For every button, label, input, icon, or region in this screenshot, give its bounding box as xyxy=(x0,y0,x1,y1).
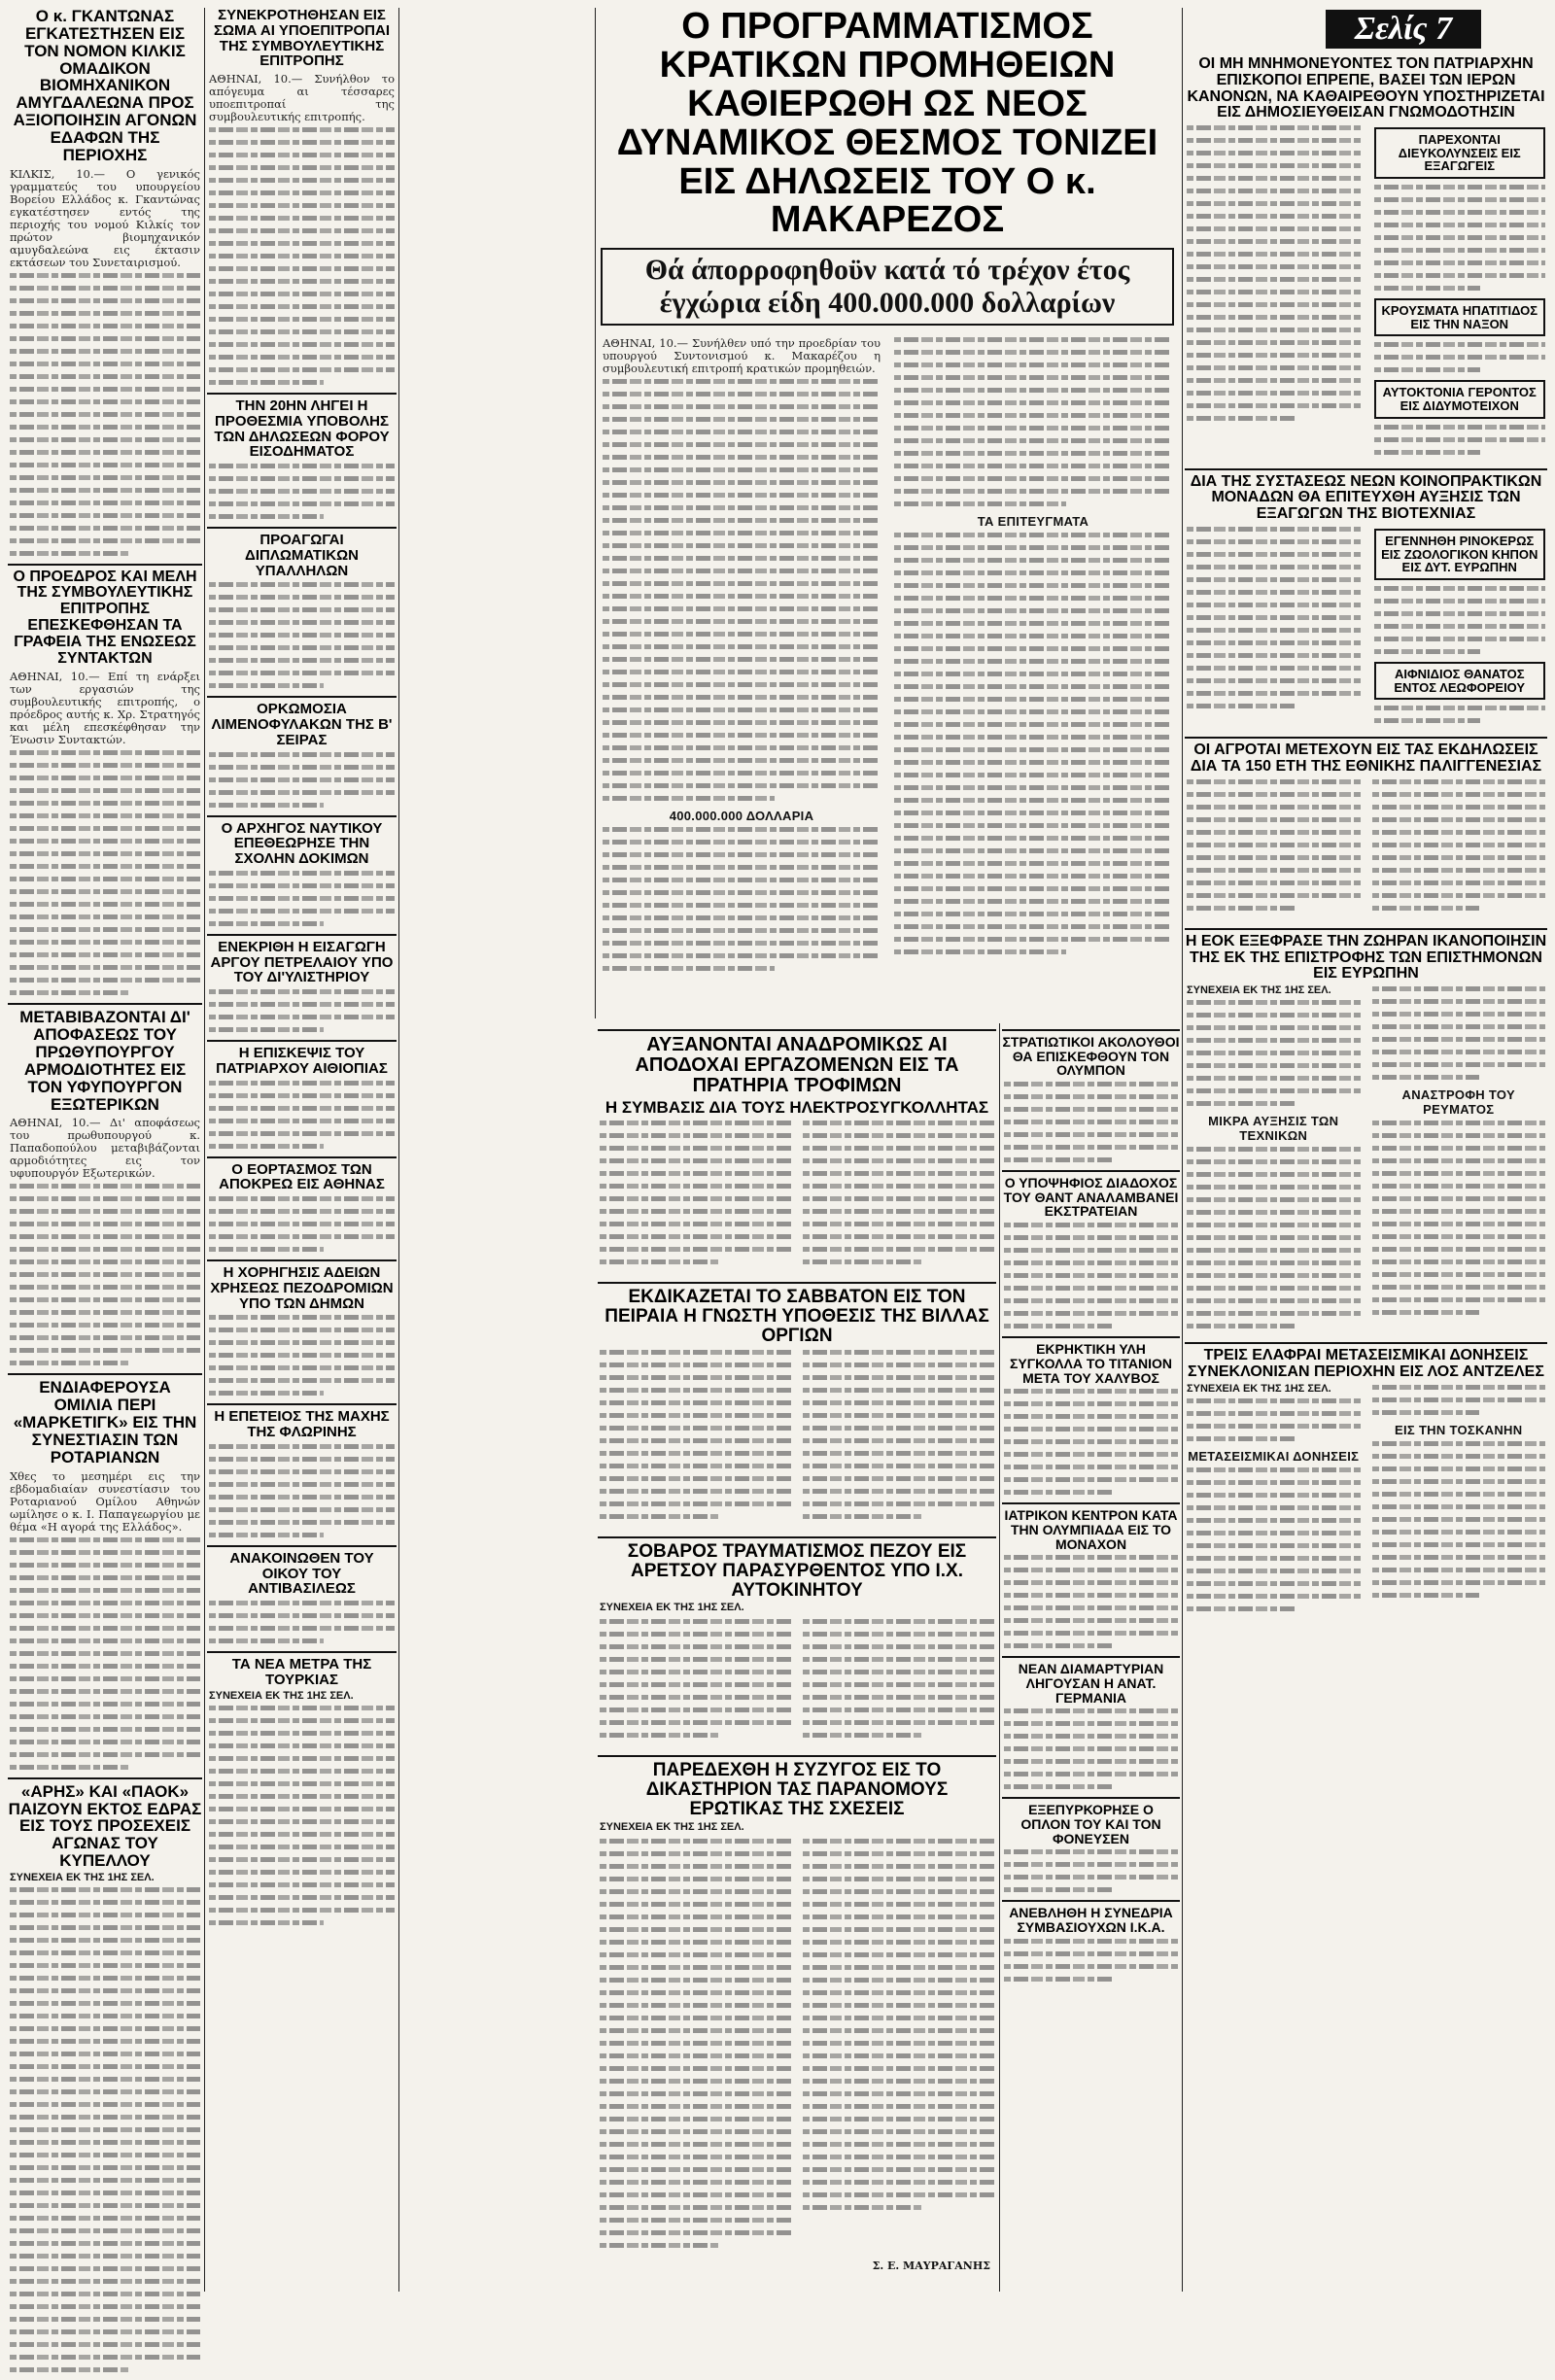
article-body xyxy=(1004,1849,1178,1892)
article-body xyxy=(10,1537,200,1770)
continuation-label: ΣΥΝΕΧΕΙΑ ΕΚ ΤΗΣ 1ΗΣ ΣΕΛ. xyxy=(209,1689,354,1702)
article-body xyxy=(1004,1939,1178,1982)
article-body xyxy=(10,1184,200,1365)
article-body xyxy=(209,1706,395,1925)
article-body xyxy=(209,1601,395,1643)
headline-enosis-syntakton: Ο ΠΡΟΕΔΡΟΣ ΚΑΙ ΜΕΛΗ ΤΗΣ ΣΥΜΒΟΥΛΕΥΤΙΚΗΣ ΕΠΙΤΡΟΠΗΣ ΕΠΕΣΚΕΦΘΗΣΑΝ ΤΑ ΓΡΑΦΕΙΑ ΤΗΣ ΕΝΩΣΕΩΣ ΣΥΝΤΑΚΤΩΝ xyxy=(13,568,197,667)
article-body xyxy=(1372,1441,1546,1598)
headline-florina: Η ΕΠΕΤΕΙΟΣ ΤΗΣ ΜΑΧΗΣ ΤΗΣ ΦΛΩΡΙΝΗΣ xyxy=(214,1408,390,1440)
newspaper-page xyxy=(8,8,1547,2292)
article-body xyxy=(603,827,881,971)
subhead-anastrofi: ΑΝΑΣΤΡΟΦΗ ΤΟΥ ΡΕΥΜΑΤΟΣ xyxy=(1401,1087,1515,1118)
article-text: ΑΘΗΝΑΙ, 10.— Επί τη ενάρξει των εργασιών της συμβουλευτικής επιτροπής, ο πρόεδρος αυτής κ. Χρ. Στρατηγός και μέλη επεσκέφθησαν την Ένωσιν Συντακτών. xyxy=(10,670,200,747)
article-body xyxy=(209,1444,395,1537)
continuation-label: ΣΥΝΕΧΕΙΑ ΕΚ ΤΗΣ 1ΗΣ ΣΕΛ. xyxy=(600,1821,744,1834)
article-body xyxy=(209,127,395,385)
column-5 xyxy=(1002,1023,1180,1989)
article-body xyxy=(209,871,395,926)
article-body xyxy=(1004,1389,1178,1495)
article-body xyxy=(803,1121,994,1272)
main-headline: Ο ΠΡΟΓΡΑΜΜΑΤΙΣΜΟΣ ΚΡΑΤΙΚΩΝ ΠΡΟΜΗΘΕΙΩΝ ΚΑΘΙΕΡΩΘΗ ΩΣ ΝΕΟΣ ΔΥΝΑΜΙΚΟΣ ΘΕΣΜΟΣ ΤΟΝΙΖΕΙ ΕΙΣ ΔΗΛΩΣΕΙΣ ΤΟΥ Ο κ. ΜΑΚΑΡΕΖΟΣ xyxy=(616,6,1158,241)
continuation-label: ΣΥΝΕΧΕΙΑ ΕΚ ΤΗΣ 1ΗΣ ΣΕΛ. xyxy=(1187,1382,1331,1395)
article-body xyxy=(1374,706,1546,723)
column-2 xyxy=(207,8,397,1933)
continuation-label: ΣΥΝΕΧΕΙΑ ΕΚ ΤΗΣ 1ΗΣ ΣΕΛ. xyxy=(1187,984,1331,997)
article-body xyxy=(209,1196,395,1252)
article-body xyxy=(209,752,395,808)
article-text: ΑΘΗΝΑΙ, 10.— Δι' αποφάσεως του πρωθυπουργού κ. Παπαδοπούλου μεταβιβάζονται αρμοδιότητες εις τον υφυπουργόν Εξωτερικών. xyxy=(10,1116,200,1181)
article-body xyxy=(894,533,1172,954)
byline: Σ. Ε. ΜΑΥΡΑΓΑΝΗΣ xyxy=(872,2259,990,2273)
article-body xyxy=(1372,779,1546,918)
article-text: Χθες το μεσημέρι εις την εβδομαδιαίαν συνεστίασιν του Ροταριανού Ομίλου Αθηνών ωμίλησε ο κ. Ι. Παπαγεωργίου με θέμα «Η αγορά της Ελλάδος». xyxy=(10,1468,200,1534)
headline-viotechnia: ΔΙΑ ΤΗΣ ΣΥΣΤΑΣΕΩΣ ΝΕΩΝ ΚΟΙΝΟΠΡΑΚΤΙΚΩΝ ΜΟΝΑΔΩΝ ΘΑ ΕΠΙΤΕΥΧΘΗ ΑΥΞΗΣΙΣ ΤΩΝ ΕΞΑΓΩΓΩΝ ΤΗΣ ΒΙΟΤΕΧΝΙΑΣ xyxy=(1190,472,1542,523)
subhead-toskani: ΕΙΣ ΤΗΝ ΤΟΣΚΑΝΗΝ xyxy=(1395,1422,1523,1437)
article-body xyxy=(209,464,395,519)
article-body xyxy=(600,1350,791,1527)
headline-marketing: ΕΝΔΙΑΦΕΡΟΥΣΑ ΟΜΙΛΙΑ ΠΕΡΙ «ΜΑΡΚΕΤΙΓΚ» ΕΙΣ ΤΗΝ ΣΥΝΕΣΤΙΑΣΙΝ ΤΩΝ ΡΟΤΑΡΙΑΝΩΝ xyxy=(13,1378,197,1466)
article-body xyxy=(1374,342,1546,372)
article-body xyxy=(1187,779,1361,918)
article-body xyxy=(1004,1082,1178,1162)
headline-monacho: ΙΑΤΡΙΚΟΝ ΚΕΝΤΡΟΝ ΚΑΤΑ ΤΗΝ ΟΛΥΜΠΙΑΔΑ ΕΙΣ ΤΟ ΜΟΝΑΧΟΝ xyxy=(1004,1507,1178,1552)
article-body xyxy=(1372,1385,1546,1415)
article-body xyxy=(209,1081,395,1149)
article-body xyxy=(1374,425,1546,455)
column-1 xyxy=(8,8,202,2380)
headline-titanio: ΕΚΡΗΚΤΙΚΗ ΥΛΗ ΣΥΓΚΟΛΛΑ ΤΟ ΤΙΤΑΝΙΟΝ ΜΕΤΑ ΤΟΥ ΧΑΛΥΒΟΣ xyxy=(1010,1341,1172,1386)
page-number-logo: Σελίς 7 xyxy=(1326,10,1481,49)
article-body xyxy=(1187,1147,1361,1328)
article-body xyxy=(1187,1467,1361,1611)
article-body xyxy=(1187,125,1363,458)
headline-patriarchis: ΟΙ ΜΗ ΜΝΗΜΟΝΕΥΟΝΤΕΣ ΤΟΝ ΠΑΤΡΙΑΡΧΗΝ ΕΠΙΣΚΟΠΟΙ ΕΠΡΕΠΕ, ΒΑΣΕΙ ΤΩΝ ΙΕΡΩΝ ΚΑΝΟΝΩΝ, ΝΑ ΚΑΘΑΙΡΕΘΟΥΝ ΥΠΟΣΤΗΡΙΖΕΤΑΙ ΕΙΣ ΔΗΜΟΣΙΕΥΘΕΙΣΑΝ ΓΝΩΜΟΔΟΤΗΣΙΝ xyxy=(1187,55,1545,121)
headline-ypoepitropai: ΣΥΝΕΚΡΟΤΗΘΗΣΑΝ ΕΙΣ ΣΩΜΑ ΑΙ ΥΠΟΕΠΙΤΡΟΠΑΙ ΤΗΣ ΣΥΜΒΟΥΛΕΥΤΙΚΗΣ ΕΠΙΤΡΟΠΗΣ xyxy=(213,7,391,70)
headline-agrotai: ΟΙ ΑΓΡΟΤΑΙ ΜΕΤΕΧΟΥΝ ΕΙΣ ΤΑΣ ΕΚΔΗΛΩΣΕΙΣ ΔΙΑ ΤΑ 150 ΕΤΗ ΤΗΣ ΕΘΝΙΚΗΣ ΠΑΛΙΓΓΕΝΕΣΙΑΣ xyxy=(1190,742,1542,776)
headline-syzygos-dikastirio: ΠΑΡΕΔΕΧΘΗ Η ΣΥΖΥΓΟΣ ΕΙΣ ΤΟ ΔΙΚΑΣΤΗΡΙΟΝ ΤΑΣ ΠΑΡΑΝΟΜΟΥΣ ΕΡΩΤΙΚΑΣ ΤΗΣ ΣΧΕΣΕΙΣ xyxy=(645,1760,949,1820)
article-text: ΑΘΗΝΑΙ, 10.— Συνήλθον το απόγευμα αι τέσσαρες υποεπιτροπαί της συμβουλευτικής επιτροπής. xyxy=(209,72,395,123)
subhead-epiteugmata: ΤΑ ΕΠΙΤΕΥΓΜΑΤΑ xyxy=(977,514,1089,530)
article-body xyxy=(600,1619,791,1745)
subhead-technikon: ΜΙΚΡΑ ΑΥΞΗΣΙΣ ΤΩΝ ΤΕΧΝΙΚΩΝ xyxy=(1208,1114,1339,1144)
article-body xyxy=(10,1887,200,2372)
article-body xyxy=(1372,1121,1546,1315)
article-body xyxy=(1372,986,1546,1080)
article-body xyxy=(1004,1555,1178,1648)
subheadline-ilektrosygkollites: Η ΣΥΜΒΑΣΙΣ ΔΙΑ ΤΟΥΣ ΗΛΕΚΤΡΟΣΥΓΚΟΛΛΗΤΑΣ xyxy=(605,1098,989,1117)
article-body xyxy=(1187,1398,1361,1441)
article-body xyxy=(603,379,881,801)
headline-antivasileus: ΑΝΑΚΟΙΝΩΘΕΝ ΤΟΥ ΟΙΚΟΥ ΤΟΥ ΑΝΤΙΒΑΣΙΛΕΩΣ xyxy=(229,1549,374,1598)
article-body xyxy=(209,582,395,688)
article-body xyxy=(10,750,200,995)
article-body xyxy=(1004,1223,1178,1328)
headline-armodiotites: ΜΕΤΑΒΙΒΑΖΟΝΤΑΙ ΔΙ' ΑΠΟΦΑΣΕΩΣ ΤΟΥ ΠΡΩΘΥΠΟΥΡΓΟΥ ΑΡΜΟΔΙΟΤΗΤΕΣ ΕΙΣ ΤΟΝ ΥΦΥΠΟΥΡΓΟΝ ΕΞΩΤΕΡΙΚΩΝ xyxy=(19,1008,190,1114)
article-body xyxy=(1004,1708,1178,1789)
headline-villa-orgion: ΕΚΔΙΚΑΖΕΤΑΙ ΤΟ ΣΑΒΒΑΤΟΝ ΕΙΣ ΤΟΝ ΠΕΙΡΑΙΑ Η ΓΝΩΣΤΗ ΥΠΟΘΕΣΙΣ ΤΗΣ ΒΙΛΛΑΣ ΟΡΓΙΩΝ xyxy=(605,1286,989,1346)
continuation-label: ΣΥΝΕΧΕΙΑ ΕΚ ΤΗΣ 1ΗΣ ΣΕΛ. xyxy=(600,1602,744,1614)
main-deck: Θά άπορροφηθοϋν κατά τό τρέχον έτος έγχώρια είδη 400.000.000 δολλαρίων xyxy=(601,248,1174,326)
headline-exagogeis: ΠΑΡΕΧΟΝΤΑΙ ΔΙΕΥΚΟΛΥΝΣΕΙΣ ΕΙΣ ΕΞΑΓΩΓΕΙΣ xyxy=(1398,132,1521,174)
article-body xyxy=(10,273,200,556)
article-body xyxy=(209,1315,395,1396)
headline-foros-eisodimatos: ΤΗΝ 20ΗΝ ΛΗΓΕΙ Η ΠΡΟΘΕΣΜΙΑ ΥΠΟΒΟΛΗΣ ΤΩΝ ΔΗΛΩΣΕΩΝ ΦΟΡΟΥ ΕΙΣΟΔΗΜΑΤΟΣ xyxy=(214,397,390,461)
headline-ika: ΑΝΕΒΛΗΘΗ Η ΣΥΝΕΔΡΙΑ ΣΥΜΒΑΣΙΟΥΧΩΝ Ι.Κ.Α. xyxy=(1009,1905,1173,1936)
article-body xyxy=(1187,527,1363,727)
main-story xyxy=(601,8,1174,979)
article-body xyxy=(1374,586,1546,654)
headline-didymoteicho: ΑΥΤΟΚΤΟΝΙΑ ΓΕΡΟΝΤΟΣ ΕΙΣ ΔΙΔΥΜΟΤΕΙΧΟΝ xyxy=(1382,385,1537,414)
subhead-dollaria: 400.000.000 ΔΟΛΛΑΡΙΑ xyxy=(669,809,814,824)
headline-tourkia: ΤΑ ΝΕΑ ΜΕΤΡΑ ΤΗΣ ΤΟΥΡΚΙΑΣ xyxy=(231,1656,372,1688)
article-body xyxy=(803,1350,994,1527)
headline-archigos-naftikou: Ο ΑΡΧΗΓΟΣ ΝΑΥΤΙΚΟΥ ΕΠΕΘΕΩΡΗΣΕ ΤΗΝ ΣΧΟΛΗΝ ΔΟΚΙΜΩΝ xyxy=(221,819,383,867)
article-body xyxy=(209,989,395,1032)
article-body xyxy=(600,1839,791,2256)
headline-los-angeles: ΤΡΕΙΣ ΕΛΑΦΡΑΙ ΜΕΤΑΣΕΙΣΜΙΚΑΙ ΔΟΝΗΣΕΙΣ ΣΥΝΕΚΛΟΝΙΣΑΝ ΠΕΡΙΟΧΗΝ ΕΙΣ ΛΟΣ ΑΝΤΖΕΛΕΣ xyxy=(1188,1347,1544,1381)
headline-proagogai: ΠΡΟΑΓΩΓΑΙ ΔΙΠΛΩΜΑΤΙΚΩΝ ΥΠΑΛΛΗΛΩΝ xyxy=(245,532,359,579)
subhead-metaseismikai: ΜΕΤΑΣΕΙΣΜΙΚΑΙ ΔΟΝΗΣΕΙΣ xyxy=(1188,1448,1360,1464)
article-body xyxy=(803,1619,994,1745)
headline-leoforeio: ΑΙΦΝΙΔΙΟΣ ΘΑΝΑΤΟΣ ΕΝΤΟΣ ΛΕΩΦΟΡΕΙΟΥ xyxy=(1394,666,1526,695)
article-text: ΚΙΛΚΙΣ, 10.— Ο γενικός γραμματεύς του υπουργείου Βορείου Ελλάδος κ. Γκαντώνας εγκατέστησεν εντός της περιοχής του νομού Κιλκίς τον πρώτον βιομηχανικόν αμυγδαλεώνα εις έκτασιν εκτάσεων του Συνεταιρισμού. xyxy=(10,166,200,269)
headline-amygdaleonas: Ο κ. ΓΚΑΝΤΩΝΑΣ ΕΓΚΑΤΕΣΤΗΣΕΝ ΕΙΣ ΤΟΝ ΝΟΜΟΝ ΚΙΛΚΙΣ ΟΜΑΔΙΚΟΝ ΒΙΟΜΗΧΑΝΙΚΟΝ ΑΜΥΓΔΑΛΕΩΝΑ ΠΡΟΣ ΑΞΙΟΠΟΙΗΣΙΝ ΑΓΟΝΩΝ ΕΔΑΦΩΝ ΤΗΣ ΠΕΡΙΟΧΗΣ xyxy=(13,7,197,164)
headline-anat-germania: ΝΕΑΝ ΔΙΑΜΑΡΤΥΡΙΑΝ ΛΗΓΟΥΣΑΝ Η ΑΝΑΤ. ΓΕΡΜΑΝΙΑ xyxy=(1018,1661,1164,1706)
headline-diadochos-thant: Ο ΥΠΟΨΗΦΙΟΣ ΔΙΑΔΟΧΟΣ ΤΟΥ ΘΑΝΤ ΑΝΑΛΑΜΒΑΝΕΙ ΕΚΣΤΡΑΤΕΙΑΝ xyxy=(1003,1175,1179,1220)
center-lower xyxy=(598,1023,996,2272)
column-6 xyxy=(1185,56,1547,1619)
headline-rinokeros: ΕΓΕΝΝΗΘΗ ΡΙΝΟΚΕΡΩΣ ΕΙΣ ΖΩΟΛΟΓΙΚΟΝ ΚΗΠΟΝ ΕΙΣ ΔΥΤ. ΕΥΡΩΠΗΝ xyxy=(1381,534,1538,575)
article-body xyxy=(894,337,1172,506)
headline-pratiria-trofimon: ΑΥΞΑΝΟΝΤΑΙ ΑΝΑΔΡΟΜΙΚΩΣ ΑΙ ΑΠΟΔΟΧΑΙ ΕΡΓΑΖΟΜΕΝΩΝ ΕΙΣ ΤΑ ΠΡΑΤΗΡΙΑ ΤΡΟΦΙΜΩΝ xyxy=(635,1034,959,1096)
headline-limenofylakes: ΟΡΚΩΜΟΣΙΑ ΛΙΜΕΝΟΦΥΛΑΚΩΝ ΤΗΣ Β' ΣΕΙΡΑΣ xyxy=(211,701,393,748)
article-body xyxy=(600,1121,791,1272)
headline-aris-paok: «ΑΡΗΣ» ΚΑΙ «ΠΑΟΚ» ΠΑΙΖΟΥΝ ΕΚΤΟΣ ΕΔΡΑΣ ΕΙΣ ΤΟΥΣ ΠΡΟΣΕΧΕΙΣ ΑΓΩΝΑΣ ΤΟΥ ΚΥΠΕΛΛΟΥ xyxy=(8,1781,202,1871)
headline-oplo: ΕΞΕΠΥΡΚΟΡΗΣΕ Ο ΟΠΛΟΝ ΤΟΥ ΚΑΙ ΤΟΝ ΦΟΝΕΥΣΕΝ xyxy=(1020,1802,1161,1846)
headline-apokries: Ο ΕΟΡΤΑΣΜΟΣ ΤΩΝ ΑΠΟΚΡΕΩ ΕΙΣ ΑΘΗΝΑΣ xyxy=(219,1160,385,1193)
headline-eok: Η ΕΟΚ ΕΞΕΦΡΑΣΕ ΤΗΝ ΖΩΗΡΑΝ ΙΚΑΝΟΠΟΙΗΣΙΝ ΤΗΣ ΕΚ ΤΗΣ ΕΠΙΣΤΡΟΦΗΣ ΤΩΝ ΕΠΙΣΤΗΜΟΝΩΝ ΕΙΣ ΕΥΡΩΠΗΝ xyxy=(1185,932,1547,983)
headline-patriarchis-aithiopias: Η ΕΠΙΣΚΕΨΙΣ ΤΟΥ ΠΑΤΡΙΑΡΧΟΥ ΑΙΘΙΟΠΙΑΣ xyxy=(216,1045,388,1077)
headline-traumatismos-pezou: ΣΟΒΑΡΟΣ ΤΡΑΥΜΑΤΙΣΜΟΣ ΠΕΖΟΥ ΕΙΣ ΑΡΕΤΣΟΥ ΠΑΡΑΣΥΡΘΕΝΤΟΣ ΥΠΟ Ι.Χ. ΑΥΤΟΚΙΝΗΤΟΥ xyxy=(627,1540,967,1601)
article-text: ΑΘΗΝΑΙ, 10.— Συνήλθεν υπό την προεδρίαν του υπουργού Συντονισμού κ. Μακαρέζου η συμβουλευτική επιτροπή κρατικών προμηθειών. xyxy=(603,336,881,376)
article-body xyxy=(803,1839,994,2256)
continuation-label: ΣΥΝΕΧΕΙΑ ΕΚ ΤΗΣ 1ΗΣ ΣΕΛ. xyxy=(10,1871,155,1883)
headline-petrelaio: ΕΝΕΚΡΙΘΗ Η ΕΙΣΑΓΩΓΗ ΑΡΓΟΥ ΠΕΤΡΕΛΑΙΟΥ ΥΠΟ ΤΟΥ ΔΙ'ΥΛΙΣΤΗΡΙΟΥ xyxy=(210,938,394,986)
headline-pezodromia: Η ΧΟΡΗΓΗΣΙΣ ΑΔΕΙΩΝ ΧΡΗΣΕΩΣ ΠΕΖΟΔΡΟΜΙΩΝ ΥΠΟ ΤΩΝ ΔΗΜΩΝ xyxy=(210,1264,394,1312)
headline-olympos: ΣΤΡΑΤΙΩΤΙΚΟΙ ΑΚΟΛΟΥΘΟΙ ΘΑ ΕΠΙΣΚΕΦΘΟΥΝ ΤΟΝ ΟΛΥΜΠΟΝ xyxy=(1002,1034,1180,1079)
article-body xyxy=(1374,185,1546,291)
article-body xyxy=(1187,1000,1361,1106)
headline-naxos: ΚΡΟΥΣΜΑΤΑ ΗΠΑΤΙΤΙΔΟΣ ΕΙΣ ΤΗΝ ΝΑΞΟΝ xyxy=(1381,303,1538,331)
